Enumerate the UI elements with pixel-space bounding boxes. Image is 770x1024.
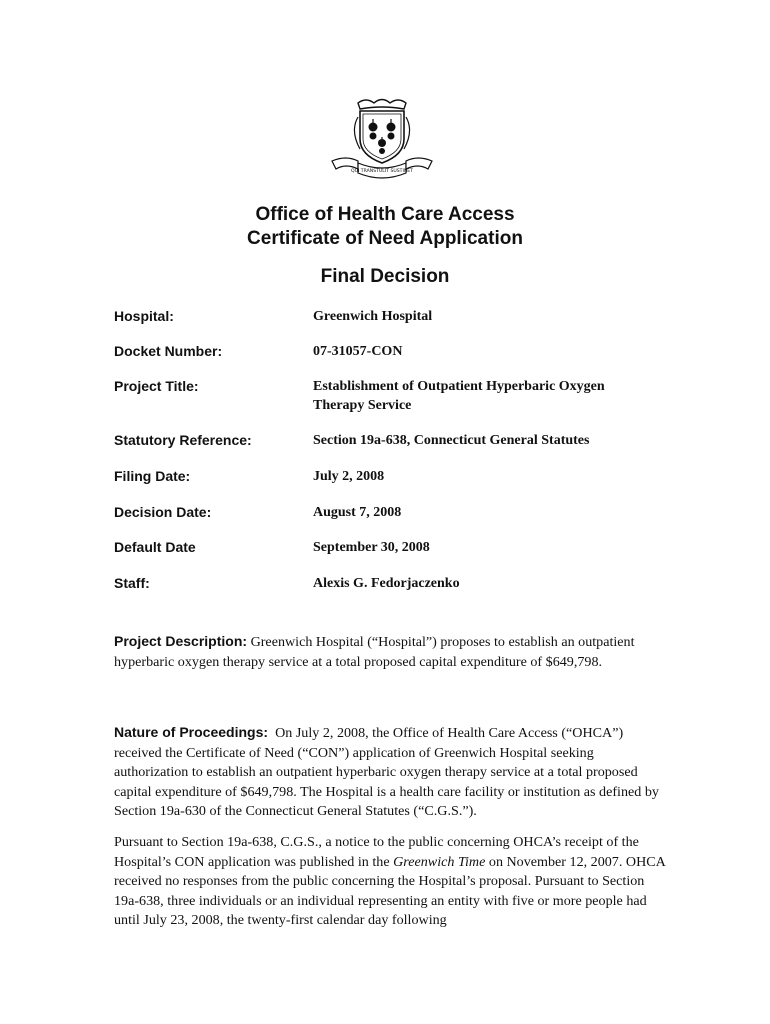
field-value: Greenwich Hospital [313, 309, 433, 324]
field-value: 07-31057-CON [313, 344, 403, 359]
field-label: Hospital: [114, 308, 174, 324]
nature-of-proceedings [114, 723, 670, 822]
publication-name: Greenwich Time [393, 853, 486, 870]
project-description-heading: Project Description: [114, 633, 248, 649]
state-seal-icon [328, 95, 436, 183]
project-description [114, 632, 670, 672]
field-value: September 30, 2008 [313, 540, 430, 555]
pursuant-text-before: Pursuant to Section 19a-638, C.G.S., a notice to the public concerning OHCA’s receipt of the Hospital’s CON application was published in the [114, 834, 639, 870]
project-description-text: Greenwich Hospital (“Hospital”) proposes to establish an outpatient hyperbaric oxygen therapy service at a total proposed capital expenditure of $649,798. [114, 634, 635, 670]
pursuant-text-after: on November 12, 2007. OHCA received no responses from the public concerning the Hospital’s proposal. Pursuant to Section 19a-638, three individuals or an individual representing an entity with five or more people had until July 23, 2008, the twenty-first calendar day following [114, 853, 666, 929]
svg-text:QUI TRANSTULIT SUSTINET: QUI TRANSTULIT SUSTINET [351, 169, 413, 174]
field-value: July 2, 2008 [313, 469, 385, 484]
field-value: August 7, 2008 [313, 505, 402, 520]
field-value: Alexis G. Fedorjaczenko [313, 576, 460, 591]
application-title: Certificate of Need Application [247, 228, 523, 249]
nature-of-proceedings-text: On July 2, 2008, the Office of Health Care Access (“OHCA”) received the Certificate of Need (“CON”) application of Greenwich Hospital seeking authorization to establish an outpatient hyperbaric oxygen therapy service at a total proposed capital expenditure of $649,798. The Hospital is a health care facility or institution as defined by Section 19a-630 of the Connecticut General Statutes (“C.G.S.”). [114, 725, 659, 820]
field-label: Filing Date: [114, 468, 191, 484]
office-title: Office of Health Care Access [255, 204, 515, 225]
decision-title: Final Decision [320, 266, 450, 287]
nature-of-proceedings-heading: Nature of Proceedings: [114, 724, 269, 740]
field-label: Staff: [114, 575, 150, 591]
field-value: Establishment of Outpatient Hyperbaric Oxygen Therapy Service [313, 379, 605, 413]
field-label: Statutory Reference: [114, 432, 252, 448]
field-label: Decision Date: [114, 504, 212, 520]
field-label: Default Date [114, 539, 196, 555]
field-label: Project Title: [114, 378, 199, 394]
pursuant-paragraph [114, 833, 670, 931]
field-label: Docket Number: [114, 343, 223, 359]
field-value: Section 19a-638, Connecticut General Statutes [313, 433, 590, 448]
